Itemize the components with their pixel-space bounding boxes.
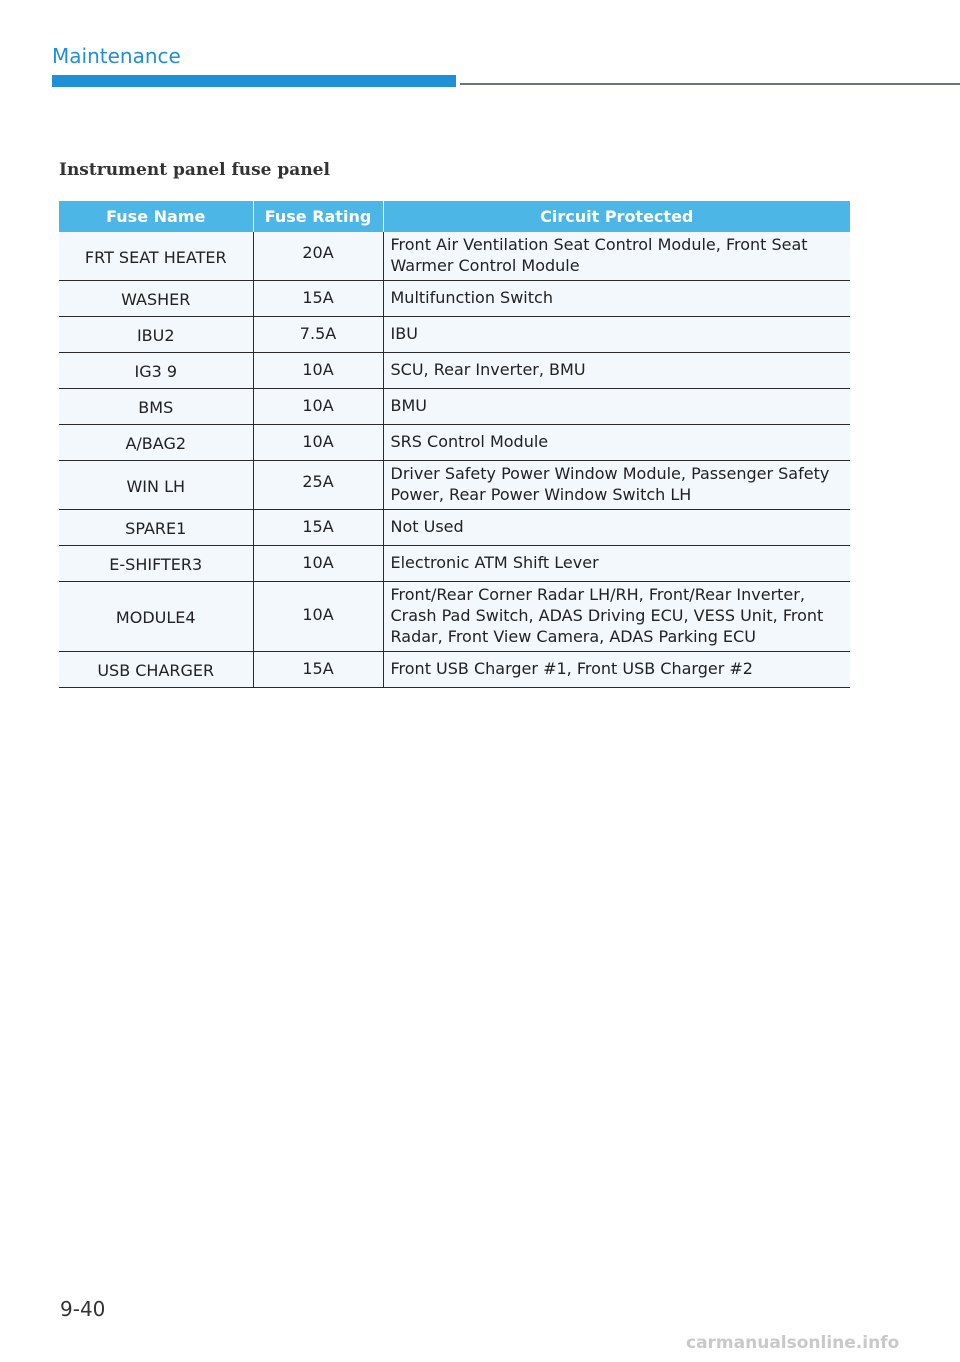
circuit-cell: Not Used xyxy=(383,510,850,546)
header-rule xyxy=(460,83,960,85)
circuit-cell: Front USB Charger #1, Front USB Charger #2 xyxy=(383,652,850,688)
circuit-cell: BMU xyxy=(383,389,850,425)
column-header-fuse-name: Fuse Name xyxy=(59,201,253,232)
fuse-rating-cell: 10A xyxy=(253,425,383,461)
fuse-table xyxy=(59,201,850,688)
header-accent-bar xyxy=(52,75,456,87)
fuse-rating-cell: 15A xyxy=(253,281,383,317)
circuit-cell: IBU xyxy=(383,317,850,353)
fuse-rating-cell: 10A xyxy=(253,389,383,425)
section-title: Instrument panel fuse panel xyxy=(59,160,330,180)
table-row xyxy=(59,281,850,317)
table-row xyxy=(59,652,850,688)
fuse-rating-cell: 15A xyxy=(253,510,383,546)
table-row xyxy=(59,317,850,353)
fuse-name-cell: BMS xyxy=(59,389,253,425)
table-row xyxy=(59,582,850,652)
fuse-name-cell: FRT SEAT HEATER xyxy=(59,232,253,281)
fuse-rating-cell: 25A xyxy=(253,461,383,510)
page-number: 9-40 xyxy=(60,1297,106,1321)
circuit-cell: Front Air Ventilation Seat Control Module, Front Seat Warmer Control Module xyxy=(383,232,850,281)
watermark: carmanualsonline.info xyxy=(686,1333,900,1353)
table-row xyxy=(59,546,850,582)
fuse-rating-cell: 7.5A xyxy=(253,317,383,353)
table-row xyxy=(59,425,850,461)
fuse-name-cell: E-SHIFTER3 xyxy=(59,546,253,582)
column-header-fuse-rating: Fuse Rating xyxy=(253,201,383,232)
fuse-rating-cell: 20A xyxy=(253,232,383,281)
circuit-cell: Driver Safety Power Window Module, Passenger Safety Power, Rear Power Window Switch LH xyxy=(383,461,850,510)
circuit-cell: Electronic ATM Shift Lever xyxy=(383,546,850,582)
fuse-rating-cell: 10A xyxy=(253,546,383,582)
fuse-name-cell: IBU2 xyxy=(59,317,253,353)
circuit-cell: SRS Control Module xyxy=(383,425,850,461)
fuse-rating-cell: 15A xyxy=(253,652,383,688)
fuse-name-cell: SPARE1 xyxy=(59,510,253,546)
fuse-name-cell: IG3 9 xyxy=(59,353,253,389)
section-label: Maintenance xyxy=(52,44,181,68)
fuse-rating-cell: 10A xyxy=(253,582,383,652)
table-header-row xyxy=(59,201,850,232)
table-row xyxy=(59,389,850,425)
fuse-name-cell: USB CHARGER xyxy=(59,652,253,688)
circuit-cell: Front/Rear Corner Radar LH/RH, Front/Rear Inverter, Crash Pad Switch, ADAS Driving ECU, VESS Unit, Front Radar, Front View Camera, ADAS Parking ECU xyxy=(383,582,850,652)
column-header-circuit-protected: Circuit Protected xyxy=(383,201,850,232)
fuse-name-cell: WIN LH xyxy=(59,461,253,510)
circuit-cell: SCU, Rear Inverter, BMU xyxy=(383,353,850,389)
table-row xyxy=(59,232,850,281)
table-row xyxy=(59,510,850,546)
fuse-name-cell: WASHER xyxy=(59,281,253,317)
table-row xyxy=(59,353,850,389)
fuse-name-cell: A/BAG2 xyxy=(59,425,253,461)
circuit-cell: Multifunction Switch xyxy=(383,281,850,317)
fuse-rating-cell: 10A xyxy=(253,353,383,389)
fuse-name-cell: MODULE4 xyxy=(59,582,253,652)
table-row xyxy=(59,461,850,510)
